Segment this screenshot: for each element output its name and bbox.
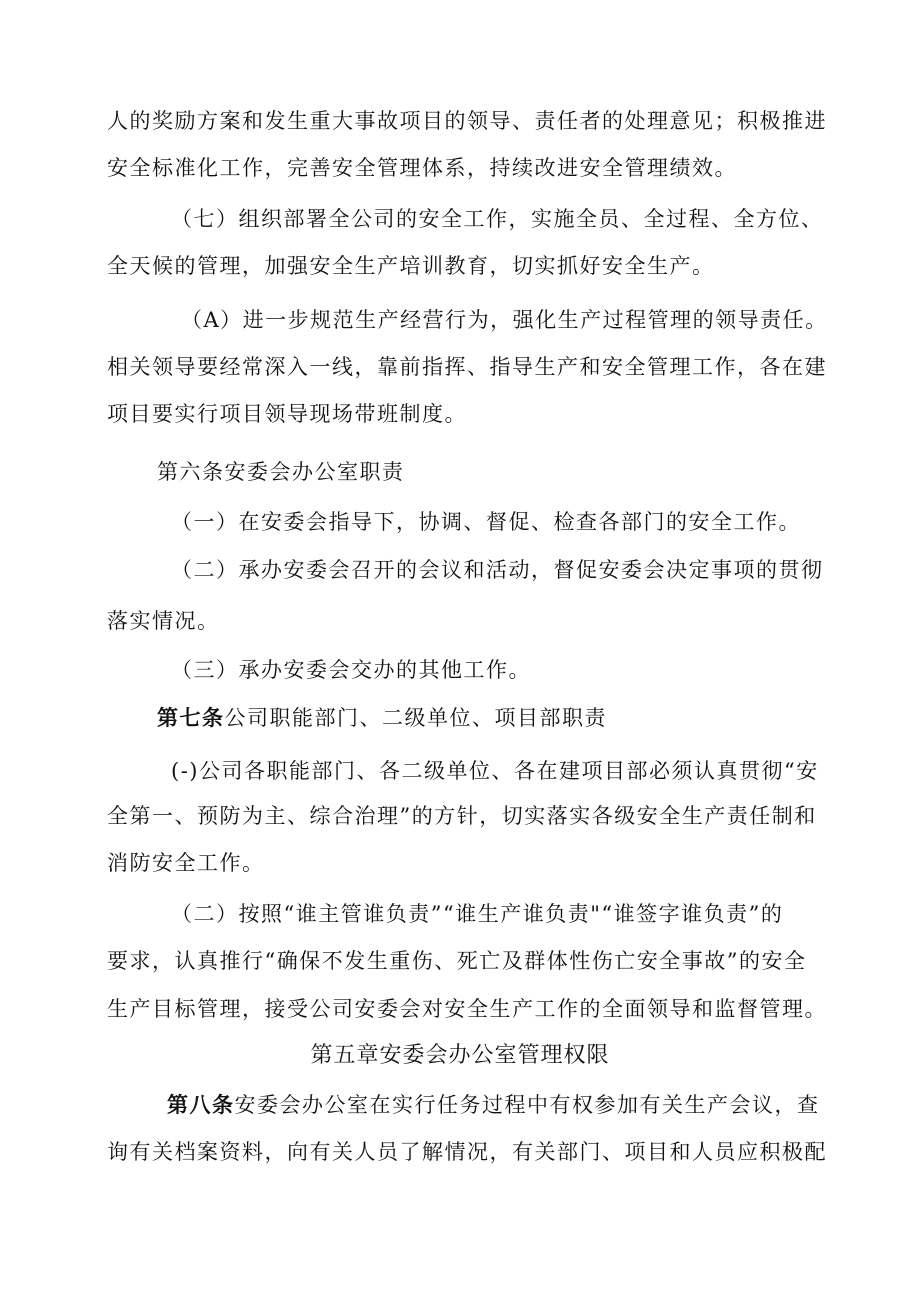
paragraph-line: 要求，认真推行“确保不发生重伤、死亡及群体性伤亡安全事故”的安全: [107, 949, 807, 973]
article-7-line: [157, 703, 607, 733]
article-7-label: 第七条: [157, 706, 225, 730]
article-7-title: 公司职能部门、二级单位、项目部职责: [224, 706, 607, 730]
paragraph-line: 询有关档案资料，向有关人员了解情况，有关部门、项目和人员应积极配: [107, 1140, 827, 1164]
article-8-label: 第八条: [167, 1093, 235, 1117]
article-8-line: [167, 1090, 820, 1120]
paragraph-line: 人的奖励方案和发生重大事故项目的领导、责任者的处理意见；积极推进: [107, 109, 827, 133]
paragraph-line: 生产目标管理，接受公司安委会对安全生产工作的全面领导和监督管理。: [107, 997, 827, 1021]
paragraph-line: （A）进一步规范生产经营行为，强化生产过程管理的领导责任。: [181, 308, 828, 332]
paragraph-line: （二）承办安委会召开的会议和活动，督促安委会决定事项的贯彻: [171, 558, 824, 582]
paragraph-line: （二）按照“谁主管谁负责”“谁生产谁负责"“谁签字谁负责”的: [171, 902, 784, 926]
paragraph-line: （三）承办安委会交办的其他工作。: [171, 658, 531, 682]
paragraph-line: (-)公司各职能部门、各二级单位、各在建项目部必须认真贯彻“安: [171, 759, 819, 783]
paragraph-line: 项目要实行项目领导现场带班制度。: [107, 402, 467, 426]
paragraph-line: 落实情况。: [107, 609, 220, 633]
article-8-text: 安委会办公室在实行任务过程中有权参加有关生产会议，查: [234, 1093, 820, 1117]
paragraph-line: （一）在安委会指导下，协调、督促、检查各部门的安全工作。: [171, 510, 801, 534]
paragraph-line: 相关领导要经常深入一线，靠前指挥、指导生产和安全管理工作，各在建: [107, 355, 827, 379]
paragraph-line: 全第一、预防为主、综合治理”的方针，切实落实各级安全生产责任制和: [107, 804, 817, 828]
paragraph-line: 全天候的管理，加强安全生产培训教育，切实抓好安全生产。: [107, 254, 715, 278]
paragraph-line: 安全标准化工作，完善安全管理体系，持续改进安全管理绩效。: [107, 156, 737, 180]
paragraph-line: （七）组织部署全公司的安全工作，实施全员、全过程、全方位、: [171, 207, 824, 231]
paragraph-line: 消防安全工作。: [107, 851, 265, 875]
article-6-heading: 第六条安委会办公室职责: [157, 460, 405, 484]
chapter-5-title: 第五章安委会办公室管理权限: [310, 1043, 610, 1068]
